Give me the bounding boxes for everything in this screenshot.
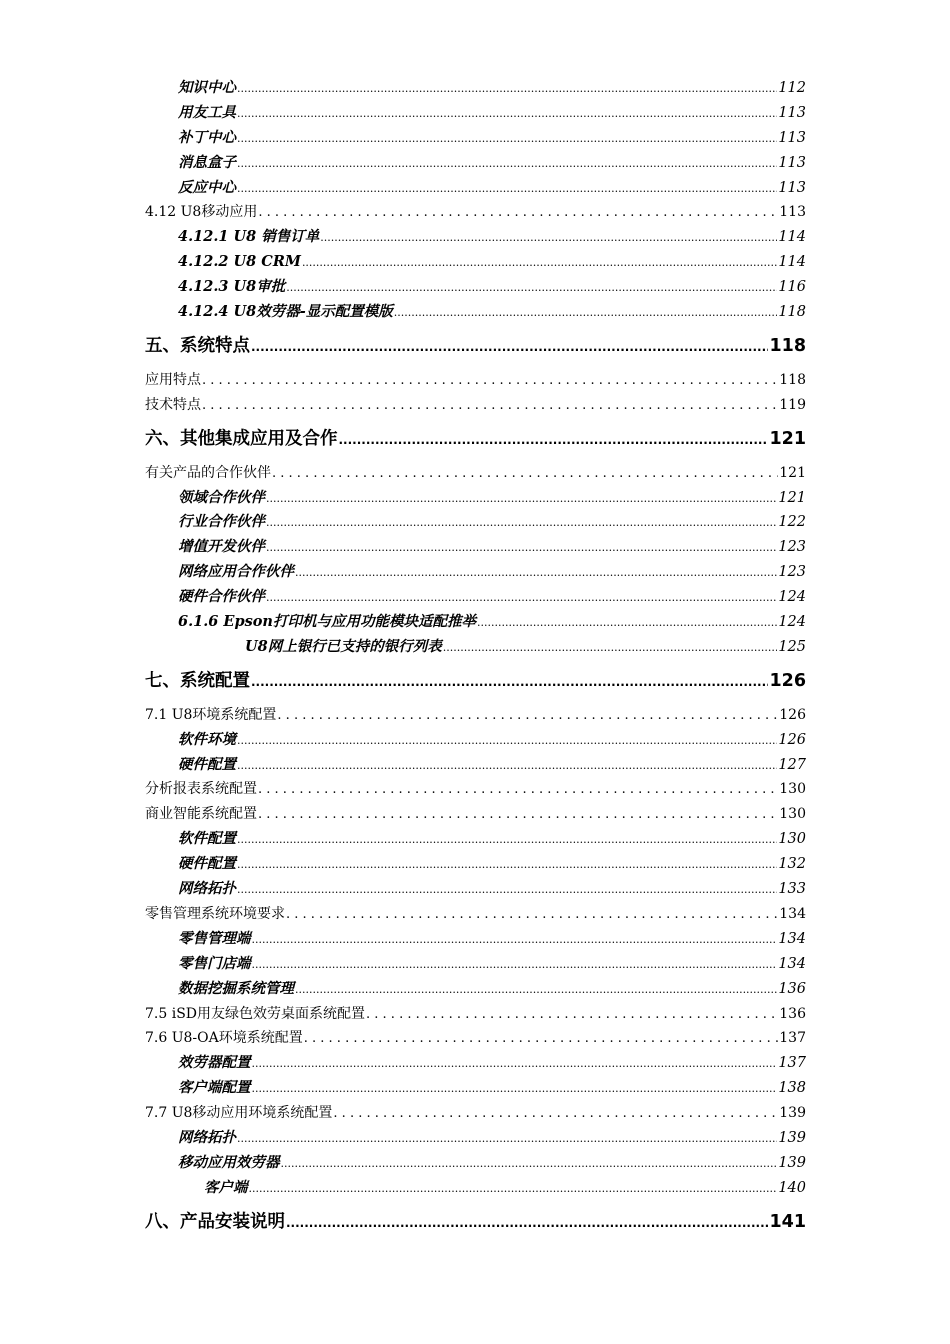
- toc-entry-title: 客户端: [204, 1178, 248, 1196]
- toc-page-number: 114: [778, 254, 806, 271]
- toc-dot-leader: [339, 419, 769, 462]
- toc-dot-leader: [333, 1102, 778, 1127]
- toc-page-number: 113: [778, 129, 806, 146]
- toc-dot-leader: [286, 1202, 768, 1245]
- toc-entry[interactable]: [178, 1051, 806, 1076]
- toc-dot-leader: [251, 326, 768, 369]
- toc-page-number: 134: [779, 905, 806, 922]
- toc-entry-title: 补丁中心: [178, 128, 236, 146]
- toc-entry[interactable]: [178, 126, 806, 151]
- toc-dot-leader: [237, 878, 777, 903]
- toc-entry-title: 4.12.1 U8 销售订单: [178, 228, 320, 246]
- toc-page-number: 139: [778, 1129, 806, 1146]
- toc-page-number: 130: [778, 831, 806, 848]
- toc-chapter-entry[interactable]: [145, 1201, 806, 1244]
- toc-entry-title: 有关产品的合作伙伴: [145, 464, 271, 481]
- toc-entry[interactable]: [178, 827, 806, 852]
- toc-page-number: 134: [778, 930, 806, 947]
- toc-dot-leader: [266, 487, 777, 512]
- toc-page-number: 137: [778, 1055, 806, 1072]
- toc-entry-title: 软件环境: [178, 730, 236, 748]
- toc-page-number: 118: [779, 371, 806, 388]
- toc-page-number: 113: [778, 104, 806, 121]
- toc-entry-title: 客户端配置: [178, 1079, 251, 1097]
- toc-entry-title: 7.5 iSD用友绿色效劳桌面系统配置: [145, 1005, 366, 1022]
- toc-dot-leader: [304, 1027, 779, 1052]
- toc-dot-leader: [266, 536, 777, 561]
- toc-entry[interactable]: [178, 1151, 806, 1176]
- toc-dot-leader: [237, 77, 777, 102]
- toc-dot-leader: [252, 953, 778, 978]
- toc-page-number: 134: [778, 955, 806, 972]
- toc-dot-leader: [366, 1003, 778, 1028]
- toc-dot-leader: [295, 978, 777, 1003]
- toc-entry[interactable]: [145, 902, 806, 927]
- toc-page-number: 112: [778, 80, 806, 96]
- toc-entry-title: 技术特点: [145, 396, 201, 413]
- toc-entry-title: 五、系统特点: [145, 335, 250, 356]
- toc-entry-title: 网络拓扑: [178, 880, 236, 898]
- toc-dot-leader: [258, 803, 778, 828]
- toc-dot-leader: [237, 1127, 777, 1152]
- toc-chapter-entry[interactable]: [145, 325, 806, 368]
- toc-dot-leader: [266, 511, 777, 536]
- toc-dot-leader: [286, 903, 778, 928]
- toc-entry-title: 应用特点: [145, 371, 201, 388]
- toc-entry-title: 消息盒子: [178, 153, 236, 171]
- toc-entry[interactable]: [178, 927, 806, 952]
- toc-entry-title: 4.12 U8移动应用: [145, 204, 258, 221]
- toc-entry[interactable]: [145, 1026, 806, 1051]
- toc-page-number: 136: [778, 980, 806, 997]
- toc-entry[interactable]: [178, 1076, 806, 1101]
- toc-entry[interactable]: [178, 510, 806, 535]
- toc-entry[interactable]: [178, 977, 806, 1002]
- toc-dot-leader: [258, 201, 778, 226]
- toc-dot-leader: [237, 729, 777, 754]
- toc-dot-leader: [202, 369, 778, 394]
- toc-entry[interactable]: [178, 250, 806, 275]
- toc-entry[interactable]: [145, 703, 806, 728]
- toc-entry-title: 4.12.3 U8审批: [178, 278, 286, 296]
- toc-page-number: 139: [778, 1154, 806, 1171]
- toc-page-number: 121: [779, 464, 806, 481]
- toc-dot-leader: [251, 661, 768, 704]
- toc-entry-title: 数据挖掘系统管理: [178, 979, 294, 997]
- toc-entry[interactable]: [178, 728, 806, 753]
- toc-entry-title: U8网上银行已支持的银行列表: [245, 637, 442, 655]
- toc-page-number: 124: [778, 614, 806, 631]
- toc-page-number: 141: [769, 1211, 806, 1232]
- toc-entry[interactable]: [145, 393, 806, 418]
- toc-dot-leader: [237, 152, 777, 177]
- toc-page-number: 133: [778, 881, 806, 898]
- toc-dot-leader: [252, 1052, 778, 1077]
- toc-entry-title: 零售门店端: [178, 954, 251, 972]
- toc-chapter-entry[interactable]: [145, 660, 806, 703]
- toc-entry-title: 移动应用效劳器: [178, 1153, 280, 1171]
- toc-entry-title: 零售管理系统环境要求: [145, 905, 285, 922]
- toc-dot-leader: [249, 1177, 778, 1202]
- toc-entry[interactable]: [178, 176, 806, 201]
- toc-page-number: 126: [769, 670, 806, 691]
- toc-entry[interactable]: [178, 1126, 806, 1151]
- toc-entry[interactable]: [178, 585, 806, 610]
- toc-entry-title: 增值开发伙伴: [178, 538, 265, 556]
- toc-page-number: 138: [778, 1080, 806, 1097]
- toc-entry[interactable]: [178, 852, 806, 877]
- toc-dot-leader: [237, 177, 777, 202]
- toc-dot-leader: [272, 462, 778, 487]
- toc-entry-title: 4.12.4 U8效劳器-显示配置模版: [178, 303, 393, 321]
- toc-page-number: 137: [779, 1030, 806, 1047]
- toc-entry-title: 行业合作伙伴: [178, 513, 265, 531]
- toc-entry-title: 硬件配置: [178, 755, 236, 773]
- toc-entry-title: 效劳器配置: [178, 1054, 251, 1072]
- toc-dot-leader: [277, 704, 778, 729]
- toc-entry-title: 7.6 U8-OA环境系统配置: [145, 1030, 303, 1047]
- toc-dot-leader: [394, 301, 778, 326]
- toc-entry-title: 六、其他集成应用及合作: [145, 428, 338, 449]
- table-of-contents: [0, 76, 950, 1244]
- toc-dot-leader: [237, 853, 777, 878]
- toc-dot-leader: [295, 561, 777, 586]
- toc-entry-title: 零售管理端: [178, 929, 251, 947]
- toc-dot-leader: [266, 586, 777, 611]
- toc-entry-title: 网络应用合作伙伴: [178, 563, 294, 581]
- toc-entry-title: 八、产品安装说明: [145, 1211, 285, 1232]
- toc-entry-title: 4.12.2 U8 CRM: [178, 253, 301, 271]
- toc-dot-leader: [237, 102, 777, 127]
- toc-page-number: 121: [778, 489, 806, 506]
- toc-entry[interactable]: [178, 877, 806, 902]
- toc-entry[interactable]: [145, 777, 806, 802]
- toc-dot-leader: [202, 394, 778, 419]
- toc-dot-leader: [281, 1152, 778, 1177]
- toc-page-number: 113: [779, 204, 806, 221]
- toc-page-number: 126: [778, 731, 806, 748]
- toc-entry[interactable]: [245, 635, 806, 660]
- toc-dot-leader: [252, 1077, 778, 1102]
- toc-page-number: 116: [778, 279, 806, 296]
- toc-page-number: 113: [778, 154, 806, 171]
- toc-page-number: 140: [778, 1179, 806, 1196]
- toc-dot-leader: [302, 251, 777, 276]
- toc-entry-title: 用友工具: [178, 103, 236, 121]
- toc-entry[interactable]: [145, 1101, 806, 1126]
- toc-dot-leader: [237, 828, 777, 853]
- toc-page-number: 118: [778, 304, 806, 321]
- toc-dot-leader: [237, 127, 777, 152]
- toc-entry[interactable]: [178, 101, 806, 126]
- toc-dot-leader: [320, 226, 777, 251]
- toc-entry[interactable]: [178, 952, 806, 977]
- toc-entry[interactable]: [178, 535, 806, 560]
- toc-dot-leader: [286, 276, 777, 301]
- toc-dot-leader: [443, 636, 778, 661]
- toc-entry[interactable]: [178, 275, 806, 300]
- toc-dot-leader: [252, 928, 778, 953]
- toc-entry-title: 硬件配置: [178, 855, 236, 873]
- toc-page-number: 125: [778, 638, 806, 655]
- toc-page-number: 130: [779, 806, 806, 823]
- toc-entry[interactable]: [178, 225, 806, 250]
- toc-entry[interactable]: [178, 753, 806, 778]
- toc-page-number: 132: [778, 856, 806, 873]
- toc-entry-title: 软件配置: [178, 830, 236, 848]
- toc-entry[interactable]: [204, 1176, 806, 1201]
- toc-dot-leader: [477, 611, 777, 636]
- toc-entry-title: 7.7 U8移动应用环境系统配置: [145, 1105, 333, 1122]
- toc-entry[interactable]: [178, 76, 806, 101]
- toc-page-number: 118: [769, 335, 806, 356]
- toc-entry[interactable]: [178, 486, 806, 511]
- toc-entry[interactable]: [145, 368, 806, 393]
- toc-page-number: 123: [778, 564, 806, 581]
- toc-entry-title: 硬件合作伙伴: [178, 588, 265, 606]
- toc-entry-title: 七、系统配置: [145, 670, 250, 691]
- toc-entry-title: 领域合作伙伴: [178, 488, 265, 506]
- toc-entry[interactable]: [145, 200, 806, 225]
- toc-entry-title: 6.1.6 Epson打印机与应用功能模块适配推举: [178, 613, 476, 631]
- toc-entry[interactable]: [178, 560, 806, 585]
- toc-page-number: 126: [779, 706, 806, 723]
- toc-page-number: 136: [779, 1005, 806, 1022]
- toc-entry-title: 反应中心: [178, 178, 236, 196]
- toc-entry[interactable]: [178, 610, 806, 635]
- toc-page-number: 122: [778, 514, 806, 531]
- toc-page-number: 139: [779, 1105, 806, 1122]
- toc-entry-title: 知识中心: [178, 79, 236, 96]
- toc-entry-title: 网络拓扑: [178, 1128, 236, 1146]
- toc-chapter-entry[interactable]: [145, 418, 806, 461]
- toc-entry-title: 7.1 U8环境系统配置: [145, 706, 277, 723]
- toc-page-number: 123: [778, 539, 806, 556]
- toc-entry[interactable]: [178, 151, 806, 176]
- toc-entry[interactable]: [145, 461, 806, 486]
- toc-page-number: 119: [779, 396, 806, 413]
- toc-page-number: 121: [769, 428, 806, 449]
- toc-entry[interactable]: [178, 300, 806, 325]
- toc-page-number: 113: [778, 179, 806, 196]
- toc-page-number: 114: [778, 229, 806, 246]
- toc-entry-title: 商业智能系统配置: [145, 806, 257, 823]
- toc-dot-leader: [258, 778, 778, 803]
- toc-page-number: 124: [778, 589, 806, 606]
- toc-entry[interactable]: [145, 1002, 806, 1027]
- toc-page-number: 127: [778, 756, 806, 773]
- toc-entry-title: 分析报表系统配置: [145, 781, 257, 798]
- toc-page-number: 130: [779, 781, 806, 798]
- toc-dot-leader: [237, 754, 777, 779]
- toc-entry[interactable]: [145, 802, 806, 827]
